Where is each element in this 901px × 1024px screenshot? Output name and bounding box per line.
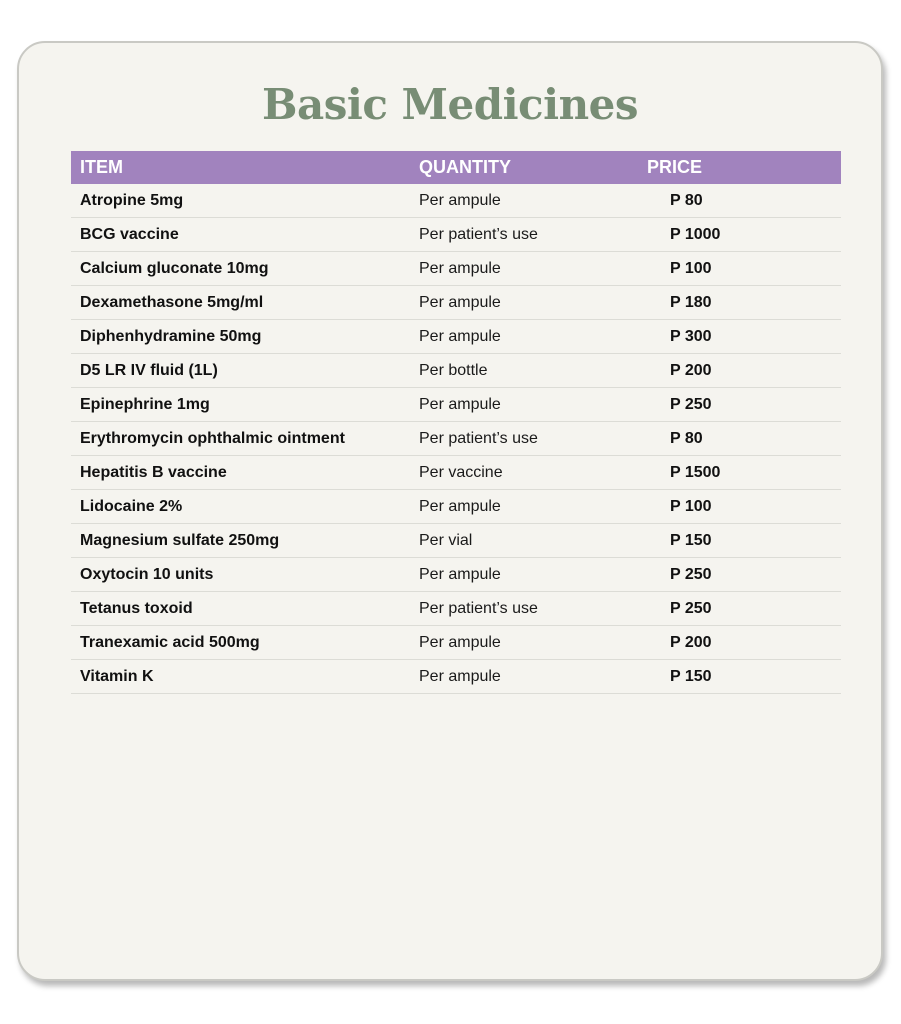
- price-cell: P 80: [670, 429, 703, 447]
- quantity-cell: Per ampule: [419, 395, 501, 413]
- item-cell: Tranexamic acid 500mg: [80, 633, 260, 651]
- item-cell: BCG vaccine: [80, 225, 179, 243]
- price-cell: P 100: [670, 259, 712, 277]
- table-row: [71, 422, 841, 456]
- price-cell: P 180: [670, 293, 712, 311]
- quantity-cell: Per ampule: [419, 327, 501, 345]
- quantity-cell: Per ampule: [419, 497, 501, 515]
- item-cell: Hepatitis B vaccine: [80, 463, 227, 481]
- price-cell: P 200: [670, 361, 712, 379]
- price-cell: P 150: [670, 667, 712, 685]
- price-cell: P 100: [670, 497, 712, 515]
- quantity-cell: Per ampule: [419, 293, 501, 311]
- table-row: [71, 252, 841, 286]
- table-row: [71, 184, 841, 218]
- table-row: [71, 218, 841, 252]
- price-cell: P 300: [670, 327, 712, 345]
- table-row: [71, 558, 841, 592]
- quantity-cell: Per patient’s use: [419, 225, 538, 243]
- price-cell: P 1000: [670, 225, 721, 243]
- quantity-cell: Per ampule: [419, 633, 501, 651]
- quantity-cell: Per patient’s use: [419, 429, 538, 447]
- table-row: [71, 354, 841, 388]
- price-cell: P 80: [670, 191, 703, 209]
- price-cell: P 200: [670, 633, 712, 651]
- item-cell: Erythromycin ophthalmic ointment: [80, 429, 345, 447]
- quantity-cell: Per patient’s use: [419, 599, 538, 617]
- item-cell: Lidocaine 2%: [80, 497, 183, 515]
- table-row: [71, 286, 841, 320]
- item-cell: Diphenhydramine 50mg: [80, 327, 262, 345]
- header-quantity: QUANTITY: [419, 157, 511, 177]
- table-row: [71, 660, 841, 694]
- item-cell: Atropine 5mg: [80, 191, 184, 209]
- item-cell: Vitamin K: [80, 667, 154, 685]
- price-cell: P 150: [670, 531, 712, 549]
- table-header: [71, 151, 841, 184]
- medicine-price-card: [17, 41, 883, 981]
- item-cell: Calcium gluconate 10mg: [80, 259, 269, 277]
- quantity-cell: Per ampule: [419, 565, 501, 583]
- table-body: [71, 184, 841, 694]
- price-cell: P 1500: [670, 463, 721, 481]
- table-row: [71, 456, 841, 490]
- page-title: Basic Medicines: [262, 80, 638, 129]
- header-item: ITEM: [80, 157, 123, 177]
- item-cell: Oxytocin 10 units: [80, 565, 214, 583]
- item-cell: Dexamethasone 5mg/ml: [80, 293, 264, 311]
- price-cell: P 250: [670, 599, 712, 617]
- medicine-table: [71, 151, 841, 694]
- quantity-cell: Per ampule: [419, 667, 501, 685]
- item-cell: D5 LR IV fluid (1L): [80, 361, 218, 379]
- table-row: [71, 592, 841, 626]
- item-cell: Epinephrine 1mg: [80, 395, 210, 413]
- quantity-cell: Per ampule: [419, 259, 501, 277]
- price-cell: P 250: [670, 395, 712, 413]
- item-cell: Tetanus toxoid: [80, 599, 193, 617]
- table-row: [71, 320, 841, 354]
- price-cell: P 250: [670, 565, 712, 583]
- quantity-cell: Per vial: [419, 531, 473, 549]
- table-row: [71, 388, 841, 422]
- item-cell: Magnesium sulfate 250mg: [80, 531, 280, 549]
- table-row: [71, 524, 841, 558]
- quantity-cell: Per vaccine: [419, 463, 503, 481]
- table-row: [71, 490, 841, 524]
- header-price: PRICE: [647, 157, 703, 177]
- quantity-cell: Per ampule: [419, 191, 501, 209]
- quantity-cell: Per bottle: [419, 361, 488, 379]
- table-row: [71, 626, 841, 660]
